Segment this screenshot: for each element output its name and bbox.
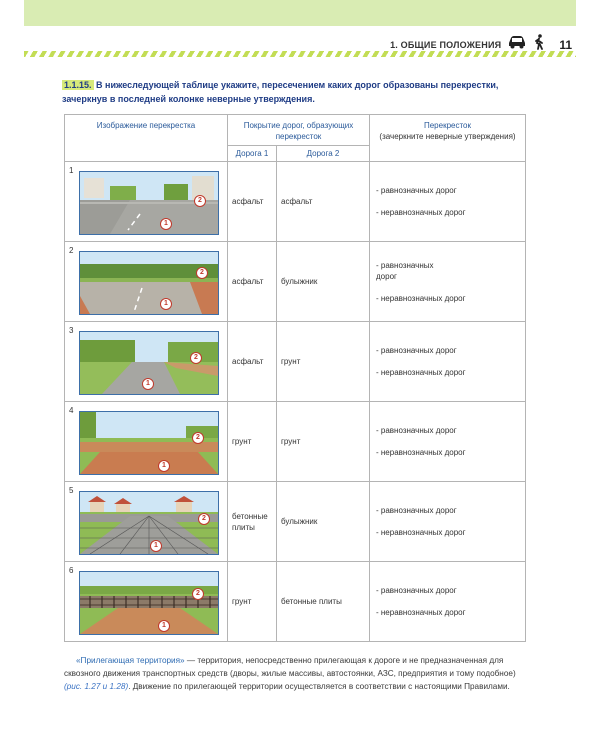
road1-surface: грунт bbox=[228, 402, 277, 482]
table-row bbox=[65, 482, 526, 562]
road2-surface: булыжник bbox=[277, 242, 370, 322]
road1-surface: грунт bbox=[228, 562, 277, 642]
chapter-title: 1. ОБЩИЕ ПОЛОЖЕНИЯ bbox=[390, 39, 502, 50]
intersection-image bbox=[79, 491, 219, 555]
road-2-marker: 2 bbox=[198, 513, 210, 525]
table-row bbox=[65, 162, 526, 242]
option-equal[interactable]: - равнозначных дорог bbox=[376, 346, 457, 355]
option-unequal[interactable]: - неравнозначных дорог bbox=[376, 368, 466, 377]
crossing-options bbox=[370, 562, 526, 642]
road1-surface: асфальт bbox=[228, 162, 277, 242]
road2-surface: бетонные плиты bbox=[277, 562, 370, 642]
header-road2: Дорога 2 bbox=[277, 146, 370, 162]
road-1-marker: 1 bbox=[142, 378, 154, 390]
table-row bbox=[65, 402, 526, 482]
image-cell bbox=[65, 242, 228, 322]
option-equal[interactable]: - равнозначных дорог bbox=[376, 586, 457, 595]
crossing-options bbox=[370, 242, 526, 322]
road1-surface: асфальт bbox=[228, 242, 277, 322]
defined-term: «Прилегающая территория» bbox=[76, 656, 185, 665]
header-crossing-note: (зачеркните неверные утверждения) bbox=[379, 132, 516, 141]
intersection-image bbox=[79, 251, 219, 315]
intersections-table bbox=[64, 114, 526, 642]
row-number: 1 bbox=[69, 166, 74, 175]
road-2-marker: 2 bbox=[192, 588, 204, 600]
crossing-options bbox=[370, 482, 526, 562]
header-crossing bbox=[370, 115, 526, 162]
figure-reference[interactable]: (рис. 1.27 и 1.28) bbox=[64, 682, 129, 691]
road-2-marker: 2 bbox=[190, 352, 202, 364]
road2-surface: грунт bbox=[277, 402, 370, 482]
image-cell bbox=[65, 562, 228, 642]
header-surface: Покрытие дорог, образующих перекресток bbox=[228, 115, 370, 146]
image-cell bbox=[65, 162, 228, 242]
table-row bbox=[65, 562, 526, 642]
road-1-marker: 1 bbox=[158, 620, 170, 632]
intersection-image bbox=[79, 411, 219, 475]
crossing-options bbox=[370, 322, 526, 402]
road2-surface: асфальт bbox=[277, 162, 370, 242]
task-number: 1.1.15. bbox=[64, 80, 92, 90]
row-number: 2 bbox=[69, 246, 74, 255]
intersection-image bbox=[79, 171, 219, 235]
option-equal[interactable]: - равнозначных дорог bbox=[376, 260, 434, 281]
option-unequal[interactable]: - неравнозначных дорог bbox=[376, 448, 466, 457]
row-number: 3 bbox=[69, 326, 74, 335]
option-equal[interactable]: - равнозначных дорог bbox=[376, 426, 457, 435]
intersection-image bbox=[79, 571, 219, 635]
row-number: 4 bbox=[69, 406, 74, 415]
road1-surface: асфальт bbox=[228, 322, 277, 402]
task-statement: В нижеследующей таблице укажите, пересечением каких дорог образованы перекрестки, зачеркнув в последней колонке неверные утверждения. bbox=[62, 80, 499, 104]
row-number: 5 bbox=[69, 486, 74, 495]
option-equal[interactable]: - равнозначных дорог bbox=[376, 506, 457, 515]
road-1-marker: 1 bbox=[160, 298, 172, 310]
road-1-marker: 1 bbox=[160, 218, 172, 230]
road-2-marker: 2 bbox=[192, 432, 204, 444]
definition-note bbox=[64, 654, 526, 693]
image-cell bbox=[65, 482, 228, 562]
option-unequal[interactable]: - неравнозначных дорог bbox=[376, 293, 466, 303]
row-number: 6 bbox=[69, 566, 74, 575]
option-equal[interactable]: - равнозначных дорог bbox=[376, 186, 457, 195]
road1-surface: бетонные плиты bbox=[228, 482, 277, 562]
crossing-options bbox=[370, 402, 526, 482]
table-row bbox=[65, 322, 526, 402]
top-color-band bbox=[24, 0, 576, 26]
road2-surface: булыжник bbox=[277, 482, 370, 562]
road-2-marker: 2 bbox=[196, 267, 208, 279]
crossing-options bbox=[370, 162, 526, 242]
road-1-marker: 1 bbox=[150, 540, 162, 552]
option-unequal[interactable]: - неравнозначных дорог bbox=[376, 528, 466, 537]
header-road1: Дорога 1 bbox=[228, 146, 277, 162]
definition-text-end: . Движение по прилегающей территории осуществляется в соответствии с настоящими Правилами. bbox=[128, 682, 510, 691]
image-cell bbox=[65, 322, 228, 402]
option-unequal[interactable]: - неравнозначных дорог bbox=[376, 208, 466, 217]
definition-text: — территория, непосредственно прилегающая к дороге и не предназначенная для сквозного движения транспортных средств (дворы, жилые массивы, автостоянки, АЗС, предприятия и тому подобное) bbox=[64, 656, 516, 678]
image-cell bbox=[65, 402, 228, 482]
road2-surface: грунт bbox=[277, 322, 370, 402]
task-text bbox=[62, 78, 532, 106]
header-stripe bbox=[24, 51, 576, 57]
page-number: 11 bbox=[559, 37, 572, 52]
option-unequal[interactable]: - неравнозначных дорог bbox=[376, 608, 466, 617]
road-1-marker: 1 bbox=[158, 460, 170, 472]
header-crossing-title: Перекресток bbox=[423, 121, 472, 130]
header-image: Изображение перекрестка bbox=[65, 115, 228, 162]
road-2-marker: 2 bbox=[194, 195, 206, 207]
intersection-image bbox=[79, 331, 219, 395]
table-row bbox=[65, 242, 526, 322]
